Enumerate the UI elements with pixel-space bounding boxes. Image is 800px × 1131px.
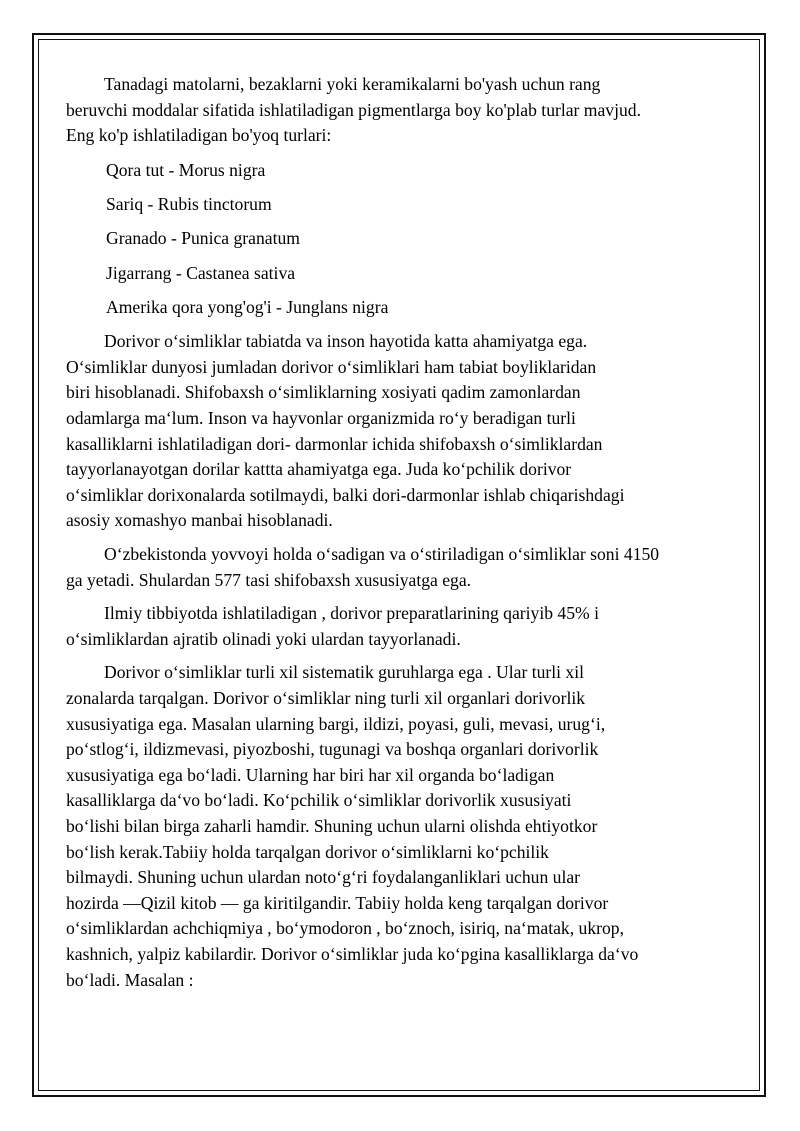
text-line: bo‘ladi. Masalan : bbox=[66, 969, 194, 990]
text-line: O‘zbekistonda yovvoyi holda o‘sadigan va o‘stiriladigan o‘simliklar soni 4150 bbox=[104, 544, 660, 565]
paragraph-medicinal-plants bbox=[66, 329, 746, 534]
text-line: Dorivor o‘simliklar tabiatda va inson hayotida katta ahamiyatga ega. bbox=[104, 331, 588, 352]
text-line: Tanadagi matolarni, bezaklarni yoki keramikalarni bo'yash uchun rang bbox=[104, 74, 601, 94]
text-line: Eng ko'p ishlatiladigan bo'yoq turlari: bbox=[66, 125, 332, 146]
text-line: o‘simliklar dorixonalarda sotilmaydi, balki dori-darmonlar ishlab chiqarishdagi bbox=[66, 484, 625, 505]
dye-plant-list bbox=[66, 158, 746, 329]
paragraph-scientific-medicine bbox=[66, 601, 746, 652]
text-line: biri hisoblanadi. Shifobaxsh o‘simliklarning xosiyati qadim zamonlardan bbox=[66, 382, 581, 403]
text-line: kasalliklarni ishlatiladigan dori- darmonlar ichida shifobaxsh o‘simliklardan bbox=[66, 433, 603, 454]
text-line: asosiy xomashyo manbai hisoblanadi. bbox=[66, 510, 333, 531]
text-line: o‘simliklardan achchiqmiya , bo‘ymodoron , bo‘znoch, isiriq, na‘matak, ukrop, bbox=[66, 918, 624, 939]
text-line: bo‘lish kerak.Tabiiy holda tarqalgan dorivor o‘simliklarni ko‘pchilik bbox=[66, 841, 549, 862]
paragraph-systematic-groups bbox=[66, 660, 746, 993]
text-line: beruvchi moddalar sifatida ishlatiladigan pigmentlarga boy ko'plab turlar mavjud. bbox=[66, 99, 641, 120]
text-line: xususiyatiga ega bo‘ladi. Ularning har biri har xil organda bo‘ladigan bbox=[66, 764, 555, 785]
text-line: xususiyatiga ega. Masalan ularning bargi, ildizi, poyasi, guli, mevasi, urug‘i, bbox=[66, 713, 606, 734]
text-line: kashnich, yalpiz kabilardir. Dorivor o‘simliklar juda ko‘pgina kasalliklarga da‘vo bbox=[66, 943, 639, 964]
text-line: O‘simliklar dunyosi jumladan dorivor o‘simliklari ham tabiat boyliklaridan bbox=[66, 356, 597, 377]
document-body bbox=[66, 72, 746, 993]
text-line: Ilmiy tibbiyotda ishlatiladigan , dorivor preparatlarining qariyib 45% i bbox=[104, 603, 599, 624]
list-item: Granado - Punica granatum bbox=[106, 228, 300, 249]
text-line: po‘stlog‘i, ildizmevasi, piyozboshi, tugunagi va boshqa organlari dorivorlik bbox=[66, 739, 599, 760]
text-line: bilmaydi. Shuning uchun ulardan noto‘g‘ri foydalanganliklari uchun ular bbox=[66, 867, 581, 888]
list-item: Jigarrang - Castanea sativa bbox=[106, 262, 296, 283]
text-line: hozirda ―Qizil kitob ― ga kiritilgandir. Tabiiy holda keng tarqalgan dorivor bbox=[66, 892, 609, 913]
text-line: bo‘lishi bilan birga zaharli hamdir. Shuning uchun ularni olishda ehtiyotkor bbox=[66, 815, 598, 836]
list-item: Amerika qora yong'og'i - Junglans nigra bbox=[106, 296, 389, 317]
text-line: Dorivor o‘simliklar turli xil sistematik guruhlarga ega . Ular turli xil bbox=[104, 662, 584, 683]
text-line: o‘simliklardan ajratib olinadi yoki ulardan tayyorlanadi. bbox=[66, 628, 461, 649]
list-item: Qora tut - Morus nigra bbox=[106, 159, 266, 180]
intro-paragraph bbox=[66, 72, 746, 149]
list-item: Sariq - Rubis tinctorum bbox=[106, 194, 272, 215]
text-line: tayyorlanayotgan dorilar kattta ahamiyatga ega. Juda ko‘pchilik dorivor bbox=[66, 459, 572, 480]
text-line: zonalarda tarqalgan. Dorivor o‘simliklar ning turli xil organlari dorivorlik bbox=[66, 687, 586, 708]
paragraph-uzbekistan bbox=[66, 542, 746, 593]
text-line: kasalliklarga da‘vo bo‘ladi. Ko‘pchilik o‘simliklar dorivorlik xususiyati bbox=[66, 790, 572, 811]
text-line: odamlarga ma‘lum. Inson va hayvonlar organizmida ro‘y beradigan turli bbox=[66, 408, 576, 429]
text-line: ga yetadi. Shulardan 577 tasi shifobaxsh xususiyatga ega. bbox=[66, 569, 472, 590]
